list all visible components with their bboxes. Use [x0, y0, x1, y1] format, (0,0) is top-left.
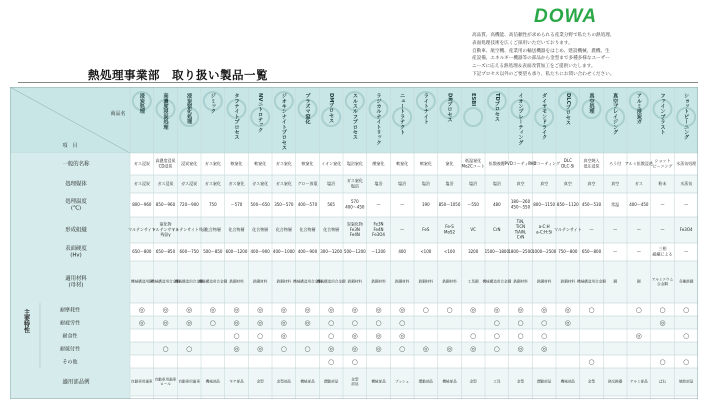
property-mark: ○: [186, 345, 193, 353]
process-name: 真空ブレイジング: [612, 93, 619, 135]
property-mark: ◎: [257, 319, 264, 327]
table-cell-general-name: 酸窒化: [372, 160, 385, 166]
table-cell-hardness: 300〜1200: [320, 248, 343, 254]
table-cell-hardness: 600〜750: [179, 248, 199, 254]
property-mark: ◎: [517, 306, 524, 314]
process-name: イオンプレーティング: [517, 93, 524, 145]
property-mark: ◎: [351, 345, 358, 353]
property-mark: ○: [588, 306, 595, 314]
table-cell-applications: ばね: [658, 379, 667, 384]
row-label-property: その他: [62, 359, 78, 366]
table-cell-temperature: 190: [422, 201, 430, 207]
table-cell-temperature: 570 400〜450: [345, 199, 365, 210]
table-cell-structure: a-C:H a-C:H:Si: [536, 224, 553, 235]
process-name: ESBI: [470, 93, 477, 107]
process-name: 高濃度浸炭処理: [162, 93, 169, 130]
table-cell-medium: 真空: [563, 180, 572, 186]
table-cell-medium: 真空: [587, 180, 596, 186]
table-cell-materials: 各種鉄鋼: [678, 279, 694, 284]
table-cell-materials: 機械構造用合金鋼: [151, 279, 180, 284]
property-mark: ○: [257, 332, 264, 340]
process-name: ショットピーニング: [683, 93, 690, 140]
table-cell-hardness: 400〜900: [297, 248, 318, 254]
table-cell-general-name: イオン窒化: [321, 160, 342, 166]
table-cell-medium: ガス窒化: [204, 180, 221, 186]
process-name: ダイヤモンドライク: [541, 93, 548, 140]
intro-line: 高品質、高機能、高信頼性が求められる産業分野で私たちの熱処理、: [472, 33, 615, 38]
property-mark: ◎: [375, 332, 382, 340]
process-name: ファインブラスト: [659, 93, 666, 135]
table-cell-hardness: 650〜800: [581, 248, 602, 254]
row-label-medium: 処理媒体: [65, 181, 87, 188]
table-cell-medium: ガス窒化: [275, 180, 292, 186]
table-cell-temperature: 565: [327, 201, 335, 207]
table-cell-applications: 金型: [516, 379, 525, 384]
table-cell-temperature: 850〜1120: [556, 201, 579, 207]
table-cell-general-name: 軟窒化: [230, 160, 243, 166]
table-cell-medium: ガス浸炭: [133, 180, 150, 186]
table-cell-general-name: 軟窒化: [396, 160, 409, 166]
table-cell-applications: 自動車用歯車: [178, 379, 200, 384]
property-mark: ○: [635, 306, 642, 314]
table-cell-materials: 機械構造用合金鋼: [316, 279, 346, 284]
table-cell-applications: 機械部品: [205, 379, 221, 384]
table-cell-structure: 化合物層: [275, 226, 292, 232]
table-cell-medium: ガス浸炭: [157, 180, 174, 186]
table-cell-hardness: 1800〜2500: [508, 248, 533, 254]
table-cell-structure: Fe-S MoS2: [444, 224, 455, 235]
table-cell-temperature: 400〜450: [629, 201, 649, 207]
table-cell-general-name: ガス浸炭: [133, 160, 150, 166]
property-mark: ○: [422, 306, 429, 314]
property-mark: ○: [328, 332, 335, 340]
table-cell-hardness: 750〜800: [558, 248, 578, 254]
property-mark: ○: [328, 358, 335, 366]
table-cell-temperature: 800〜1150: [533, 201, 556, 207]
process-name: タフナイトプロセス: [233, 93, 240, 140]
intro-line: 自動車、航空機、産業用の輸送機器をはじめ、建設機械、農機、生: [472, 48, 610, 54]
table-cell-general-name: PVDコーティング: [528, 160, 561, 166]
property-mark: ○: [493, 319, 500, 327]
table-cell-structure: —: [589, 226, 594, 232]
table-cell-temperature: 480: [493, 201, 501, 207]
table-cell-structure: 窒化物マルテンサイト残留γ: [151, 221, 180, 237]
property-mark: ◎: [233, 319, 240, 327]
table-cell-materials: 鉄鋼材料: [513, 279, 528, 284]
property-mark: ◎: [328, 306, 335, 314]
process-name: ニュートラテクト: [399, 93, 406, 135]
table-cell-temperature: 常温: [611, 201, 620, 207]
table-cell-applications: 工具: [493, 379, 501, 384]
table-cell-materials: 鋼: [613, 279, 617, 284]
table-cell-medium: 塩浴: [398, 180, 407, 186]
table-cell-temperature: —: [400, 201, 405, 207]
table-cell-structure: 化合物層: [299, 226, 316, 232]
table-cell-general-name: 窒化: [445, 160, 454, 166]
table-cell-hardness: —: [636, 248, 641, 254]
property-mark: ○: [399, 345, 406, 353]
table-cell-general-name: 真空焼入低圧浸炭: [583, 158, 600, 169]
property-mark: ○: [375, 319, 382, 327]
property-mark: ○: [446, 306, 453, 314]
table-cell-structure: 炭窒化物 Fe3N Fe4N: [346, 221, 363, 237]
table-cell-hardness: 三相組織による: [652, 246, 673, 257]
table-cell-structure: —: [636, 226, 641, 232]
table-cell-materials: 工具鋼: [467, 279, 479, 284]
table-cell-hardness: 1500〜1800: [484, 248, 510, 254]
title-divider: [18, 82, 698, 83]
row-label-property: 耐焼付性: [59, 346, 81, 353]
table-cell-medium: 塩浴: [492, 180, 501, 186]
table-cell-general-name: 塩浴窒化: [346, 160, 363, 166]
row-label-hardness: 表面硬度(Hv): [65, 245, 87, 259]
table-cell-general-name: ショットピーニング: [652, 158, 673, 169]
property-mark: ◎: [517, 345, 524, 353]
table-cell-temperature: 720〜900: [179, 201, 199, 207]
header-name-label: 商品名: [110, 111, 126, 117]
table-cell-medium: 塩浴: [469, 180, 478, 186]
table-cell-materials: 機械構造用鋼: [131, 279, 153, 284]
process-name: 真空処理: [588, 93, 595, 114]
table-cell-applications: 機械部品: [442, 379, 457, 384]
property-mark: ◎: [328, 345, 335, 353]
process-name: TDプロセス: [493, 93, 500, 122]
table-cell-general-name: 拡散被覆: [488, 160, 505, 166]
table-cell-medium: 塩浴: [421, 180, 430, 186]
row-label-main-properties: 主要特性: [22, 309, 30, 333]
property-mark: ○: [493, 332, 500, 340]
property-mark: ○: [209, 319, 216, 327]
table-cell-materials: 鉄鋼材料: [371, 279, 386, 284]
table-cell-medium: グロー放電: [297, 180, 318, 186]
table-cell-hardness: 1000〜2500: [531, 248, 557, 254]
table-cell-temperature: —: [376, 201, 381, 207]
table-cell-general-name: ガス窒化: [204, 160, 221, 166]
intro-line: 表面処理技術を広くご採用いただいております。: [472, 40, 573, 46]
table-cell-applications: 金型部品: [276, 379, 292, 384]
row-label-structure: 形成組織: [65, 227, 87, 234]
table-cell-materials: 鉄鋼材料: [229, 279, 244, 284]
process-name: ジオキシナイトプロセス: [280, 93, 287, 151]
table-cell-structure: —: [660, 226, 665, 232]
process-name: ジミック: [209, 93, 216, 114]
table-cell-applications: 摺動部品: [323, 379, 339, 384]
table-cell-structure: 化合物層: [252, 226, 269, 232]
table-cell-structure: CrN: [493, 226, 501, 232]
table-cell-materials: 鉄鋼材料: [276, 279, 292, 284]
table-cell-materials: 機械構造用合金鋼: [198, 279, 228, 284]
company-logo: DOWA: [534, 6, 598, 27]
table-cell-medium: ガス窒化塩浴: [346, 178, 363, 189]
table-cell-general-name: ろう付: [609, 160, 622, 166]
row-label-general-name: 一般的名称: [62, 161, 90, 168]
property-mark: ○: [233, 332, 240, 340]
table-cell-structure: Fe3N Fe4N Fe3O4: [372, 221, 385, 237]
property-mark: ◎: [659, 319, 666, 327]
process-name: DLCプロセス: [564, 93, 571, 126]
intro-line: 下記プロセス以外のご要望も承り、私たちにお問い合わせください。: [472, 71, 615, 77]
property-mark: ○: [541, 319, 548, 327]
table-cell-hardness: 400〜900: [250, 248, 270, 254]
table-cell-structure: Fe3O4: [679, 226, 693, 232]
property-mark: ◎: [138, 306, 145, 314]
property-mark: ○: [399, 319, 406, 327]
table-cell-materials: 機械構造用合金鋼: [577, 279, 606, 284]
table-cell-temperature: 450〜530: [581, 201, 602, 207]
property-mark: ○: [588, 358, 595, 366]
property-mark: ◎: [470, 345, 477, 353]
table-cell-temperature: 800〜960: [132, 201, 152, 207]
table-cell-medium: 塩浴: [445, 180, 454, 186]
table-cell-materials: アルミニウム合金鋼: [651, 277, 674, 287]
property-mark: ○: [517, 332, 524, 340]
process-name: 浸炭窒化処理: [186, 93, 193, 125]
property-mark: ◎: [541, 306, 548, 314]
table-cell-hardness: —: [684, 248, 689, 254]
process-name: DRプロセス: [446, 93, 453, 123]
property-mark: ◎: [186, 319, 193, 327]
table-cell-materials: 機械構造用合金鋼: [293, 279, 322, 284]
table-cell-hardness: 〜1200: [371, 248, 386, 254]
table-cell-general-name: アルミ拡散浸透: [624, 160, 653, 166]
table-cell-materials: 機械構造用合金鋼: [174, 279, 204, 284]
table-cell-applications: 機械部品: [300, 379, 315, 384]
table-cell-general-name: 水蒸気処理: [676, 160, 697, 166]
table-cell-temperature: 850〜960: [155, 201, 176, 207]
property-mark: ◎: [304, 306, 311, 314]
table-cell-hardness: <100: [444, 248, 455, 254]
property-mark: ◎: [186, 306, 193, 314]
table-cell-temperature: 500〜650: [250, 201, 270, 207]
table-cell-applications: ギア部品: [229, 379, 244, 384]
row-label-materials: 適用材料(母材): [65, 275, 87, 289]
property-mark: ○: [683, 306, 690, 314]
property-mark: ○: [162, 345, 169, 353]
table-cell-structure: マルテンサイト: [128, 226, 156, 232]
table-cell-materials: 鉄鋼材料: [536, 279, 552, 284]
row-label-property: 耐食性: [62, 333, 78, 340]
row-label-temperature: 処理温度(℃): [65, 198, 87, 212]
property-mark: ○: [470, 332, 477, 340]
row-label-applications: 適用部品例: [62, 379, 90, 386]
table-cell-general-name: 低温窒化 Mo2Cコート: [461, 158, 485, 169]
table-cell-medium: 水蒸気: [680, 180, 693, 186]
table-cell-medium: 真空: [516, 180, 525, 186]
property-mark: ◎: [280, 332, 287, 340]
property-mark: ◎: [446, 345, 453, 353]
table-cell-medium: 塩浴: [327, 180, 336, 186]
property-mark: ◎: [233, 306, 240, 314]
product-table: [10, 87, 698, 399]
process-name: スルスルフプロセス: [351, 93, 358, 140]
table-cell-temperature: 850〜1050: [438, 201, 461, 207]
row-label-property: 耐摩耗性: [59, 307, 81, 314]
table-cell-materials: 鉄鋼材料: [418, 279, 434, 284]
table-cell-applications: ブッシュ: [395, 379, 410, 384]
table-cell-applications: 摺動部品: [418, 379, 434, 384]
property-mark: ○: [304, 345, 311, 353]
table-cell-general-name: DLC DLC-Si: [561, 158, 575, 169]
property-mark: ◎: [399, 306, 406, 314]
process-name: ライトナイト: [422, 93, 429, 125]
table-cell-temperature: 350〜570: [274, 201, 294, 207]
property-mark: ○: [659, 358, 666, 366]
table-cell-hardness: <100: [420, 248, 432, 254]
table-cell-materials: 鉄鋼材料: [252, 279, 268, 284]
table-cell-applications: 機械部品: [371, 379, 386, 384]
process-name: DMプロセス: [328, 93, 335, 124]
process-name: プラズマ窒化: [304, 93, 311, 125]
property-mark: ◎: [280, 306, 287, 314]
property-mark: ○: [683, 358, 690, 366]
table-cell-general-name: 高濃度浸炭 CD浸炭: [155, 158, 176, 169]
property-mark: ◎: [564, 306, 571, 314]
property-mark: ◎: [351, 306, 358, 314]
table-cell-temperature: 〜550: [467, 201, 479, 207]
row-label-property: 耐疲労性: [59, 320, 81, 327]
property-mark: ○: [517, 319, 524, 327]
property-mark: ○: [328, 319, 335, 327]
table-cell-medium: ガス窒化: [252, 180, 269, 186]
property-mark: ○: [541, 332, 548, 340]
table-cell-temperature: 400〜570: [297, 201, 318, 207]
table-cell-hardness: 3200: [468, 248, 479, 254]
property-mark: ◎: [564, 319, 571, 327]
table-cell-structure: 化合物層: [228, 226, 245, 232]
page-title: 熱処理事業部 取り扱い製品一覧: [88, 68, 268, 82]
table-cell-applications: 金型: [587, 379, 596, 384]
property-mark: ◎: [209, 306, 216, 314]
property-mark: ◎: [162, 319, 169, 327]
property-mark: ◎: [541, 345, 548, 353]
table-cell-medium: 真空: [540, 180, 549, 186]
table-cell-applications: アルミ部品: [629, 379, 648, 384]
table-cell-hardness: —: [613, 248, 618, 254]
table-cell-applications: 金型: [469, 379, 477, 384]
table-cell-structure: マルテンサイト残留: [171, 226, 207, 232]
table-cell-applications: 焼結部品: [678, 379, 694, 384]
table-cell-medium: ガス浸炭: [181, 180, 198, 186]
table-cell-materials: 鋼: [637, 279, 641, 284]
table-cell-applications: 機械部品: [560, 379, 576, 384]
property-mark: ◎: [138, 319, 145, 327]
table-cell-medium: 真空: [611, 180, 620, 186]
table-cell-structure: —: [613, 226, 618, 232]
property-mark: ◎: [493, 306, 500, 314]
table-cell-structure: —: [400, 226, 405, 232]
table-cell-structure: TiN, TiCN TiAlN, CrN: [514, 219, 527, 240]
table-cell-applications: 自動車用歯車ロール: [154, 377, 177, 387]
table-cell-medium: 粉末: [658, 180, 667, 186]
table-cell-temperature: —: [660, 201, 665, 207]
table-cell-applications: 金型: [256, 379, 264, 384]
intro-line: 産設備、エネルギー機器等の部品から金型まで多種多様なユーザー: [472, 56, 610, 62]
table-cell-temperature: 180〜260 450〜550: [510, 199, 531, 210]
property-mark: ◎: [304, 319, 311, 327]
table-cell-hardness: 650〜850: [155, 248, 176, 254]
table-cell-temperature: 〜570: [230, 201, 243, 207]
table-cell-temperature: —: [684, 201, 689, 207]
table-cell-materials: 鉄鋼材料: [442, 279, 457, 284]
property-mark: ◎: [375, 306, 382, 314]
intro-text: [472, 32, 697, 79]
table-cell-materials: 機械構造用合金鋼: [482, 279, 512, 284]
property-mark: ◎: [470, 306, 477, 314]
table-cell-medium: 塩浴: [374, 180, 383, 186]
property-mark: ◎: [399, 332, 406, 340]
process-name: アルミ浸炭ガ: [635, 93, 642, 125]
table-cell-structure: FeS: [422, 226, 430, 232]
table-cell-materials: 鉄鋼材料: [560, 279, 576, 284]
table-cell-hardness: 500〜1200: [343, 248, 366, 254]
property-mark: ◎: [422, 345, 429, 353]
table-cell-hardness: 650〜800: [132, 248, 152, 254]
property-mark: ◎: [635, 332, 642, 340]
header-item-label: 項 目: [62, 143, 78, 149]
table-cell-applications: 自動車用歯車: [131, 379, 153, 384]
table-cell-applications: 摺動部品: [536, 379, 552, 384]
table-cell-structure: VC: [470, 226, 476, 232]
table-cell-medium: ガス窒化: [228, 180, 245, 186]
table-cell-applications: 熱交換器: [607, 379, 623, 384]
property-mark: ○: [351, 319, 358, 327]
table-cell-temperature: 750: [209, 201, 217, 207]
table-cell-materials: 鉄鋼材料: [347, 279, 363, 284]
table-cell-structure: マルテンサイト: [554, 226, 582, 232]
process-name: ラジカルナイトリック: [375, 93, 382, 145]
table-cell-structure: 化合物層: [204, 226, 221, 232]
process-name: 浸炭処理: [138, 93, 145, 114]
property-mark: ◎: [233, 345, 240, 353]
table-cell-hardness: 400: [398, 248, 406, 254]
property-mark: ○: [351, 358, 358, 366]
table-cell-general-name: 軟窒化: [254, 160, 267, 166]
property-mark: ○: [493, 345, 500, 353]
table-cell-materials: 鉄鋼材料: [394, 279, 410, 284]
table-cell-hardness: 500〜850: [203, 248, 223, 254]
table-cell-general-name: 軟窒化: [419, 160, 432, 166]
property-mark: ◎: [162, 306, 169, 314]
table-cell-applications: 金型部品: [351, 377, 359, 387]
table-cell-structure: 化合物層: [323, 226, 340, 232]
table-cell-general-name: PVDコーティング: [504, 160, 537, 166]
property-mark: ○: [280, 345, 287, 353]
property-mark: ◎: [257, 306, 264, 314]
table-cell-hardness: 600〜1200: [225, 248, 248, 254]
table-cell-general-name: 浸炭窒化: [181, 160, 198, 166]
property-mark: ◎: [375, 345, 382, 353]
table-cell-hardness: 400〜1000: [272, 248, 295, 254]
intro-line: ニーズに応える熱処理＆表面改質加工をご提供いたします。: [472, 64, 596, 70]
property-mark: ◎: [280, 319, 287, 327]
property-mark: ◎: [351, 332, 358, 340]
property-mark: ◎: [257, 345, 264, 353]
process-name: NVニトロテック: [257, 93, 264, 133]
table-cell-general-name: ガス窒化: [275, 160, 292, 166]
table-cell-medium: ガス: [634, 180, 643, 186]
property-mark: ○: [683, 332, 690, 340]
property-mark: ○: [659, 306, 666, 314]
table-cell-general-name: 軟窒化: [301, 160, 314, 166]
